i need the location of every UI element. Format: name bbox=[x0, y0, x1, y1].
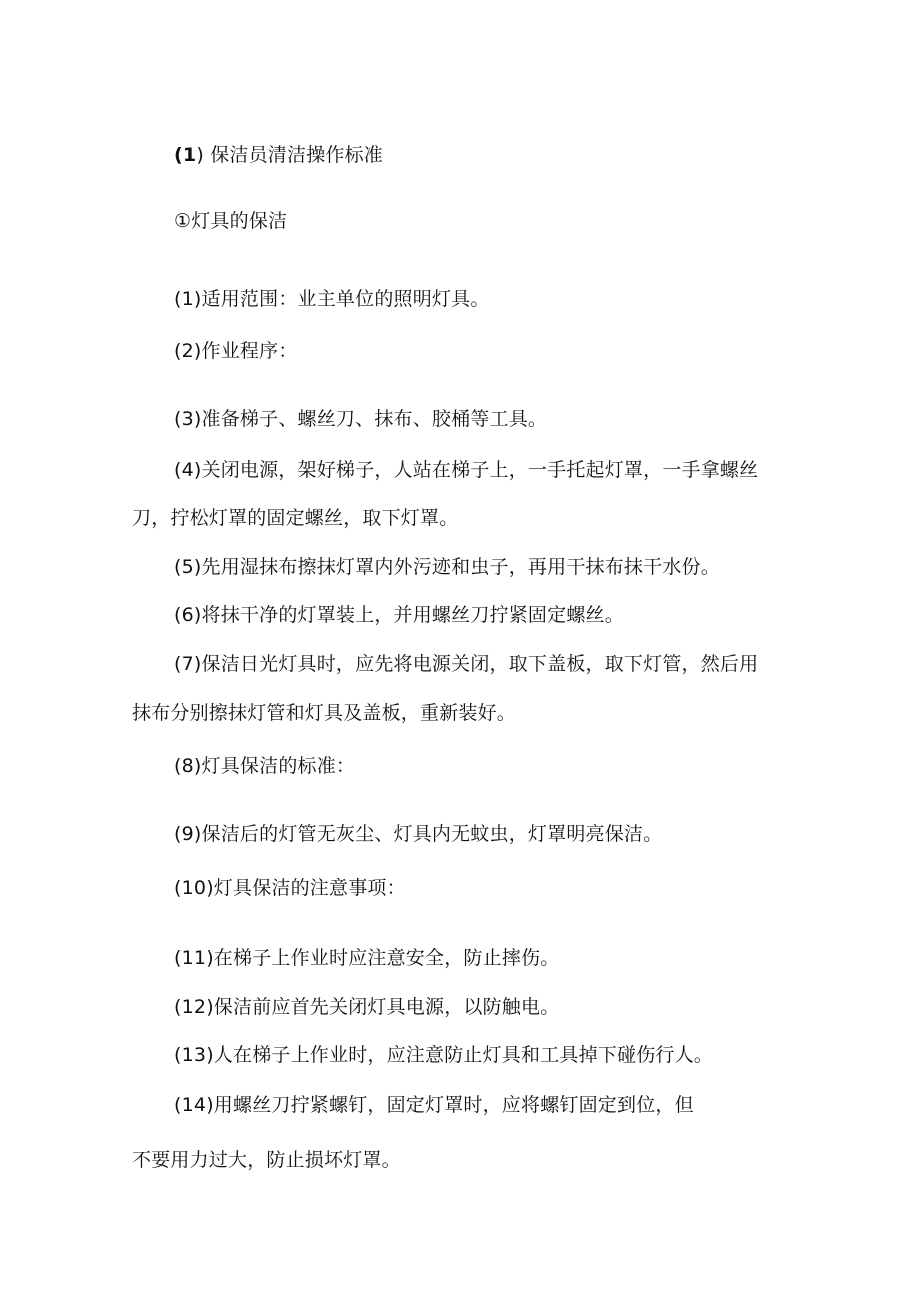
paragraph-13: (13)人在梯子上作业时，应注意防止灯具和工具掉下碰伤行人。 bbox=[174, 1044, 714, 1066]
paragraph-1: (1)适用范围：业主单位的照明灯具。 bbox=[174, 288, 490, 310]
paragraph-3: (3)准备梯子、螺丝刀、抹布、胶桶等工具。 bbox=[174, 408, 548, 430]
heading-text: 保洁员清洁操作标准 bbox=[210, 144, 383, 166]
paragraph-5: (5)先用湿抹布擦抹灯罩内外污迹和虫子，再用干抹布抹干水份。 bbox=[174, 556, 720, 578]
paragraph-14: (14)用螺丝刀拧紧螺钉，固定灯罩时，应将螺钉固定到位，但 bbox=[174, 1094, 694, 1116]
paragraph-12: (12)保洁前应首先关闭灯具电源，以防触电。 bbox=[174, 996, 560, 1018]
paragraph-9: (9)保洁后的灯管无灰尘、灯具内无蚊虫，灯罩明亮保洁。 bbox=[174, 823, 663, 845]
paragraph-2: (2)作业程序： bbox=[174, 340, 298, 362]
heading-number: (1 bbox=[174, 144, 197, 166]
paragraph-4-continued: 刀，拧松灯罩的固定螺丝，取下灯罩。 bbox=[132, 507, 459, 529]
paragraph-8: (8)灯具保洁的标准： bbox=[174, 755, 356, 777]
paragraph-7: (7)保洁日光灯具时，应先将电源关闭，取下盖板，取下灯管，然后用 bbox=[174, 653, 759, 675]
paragraph-6: (6)将抹干净的灯罩装上，并用螺丝刀拧紧固定螺丝。 bbox=[174, 604, 624, 626]
section-heading bbox=[174, 143, 383, 167]
paragraph-10: (10)灯具保洁的注意事项： bbox=[174, 877, 406, 899]
paragraph-11: (11)在梯子上作业时应注意安全，防止摔伤。 bbox=[174, 947, 560, 969]
paragraph-4: (4)关闭电源，架好梯子，人站在梯子上，一手托起灯罩，一手拿螺丝 bbox=[174, 459, 759, 481]
heading-paren: ) bbox=[196, 144, 204, 166]
subheading: ①灯具的保洁 bbox=[174, 210, 288, 232]
paragraph-14-continued: 不要用力过大，防止损坏灯罩。 bbox=[132, 1149, 401, 1171]
paragraph-7-continued: 抹布分别擦抹灯管和灯具及盖板，重新装好。 bbox=[132, 702, 517, 724]
